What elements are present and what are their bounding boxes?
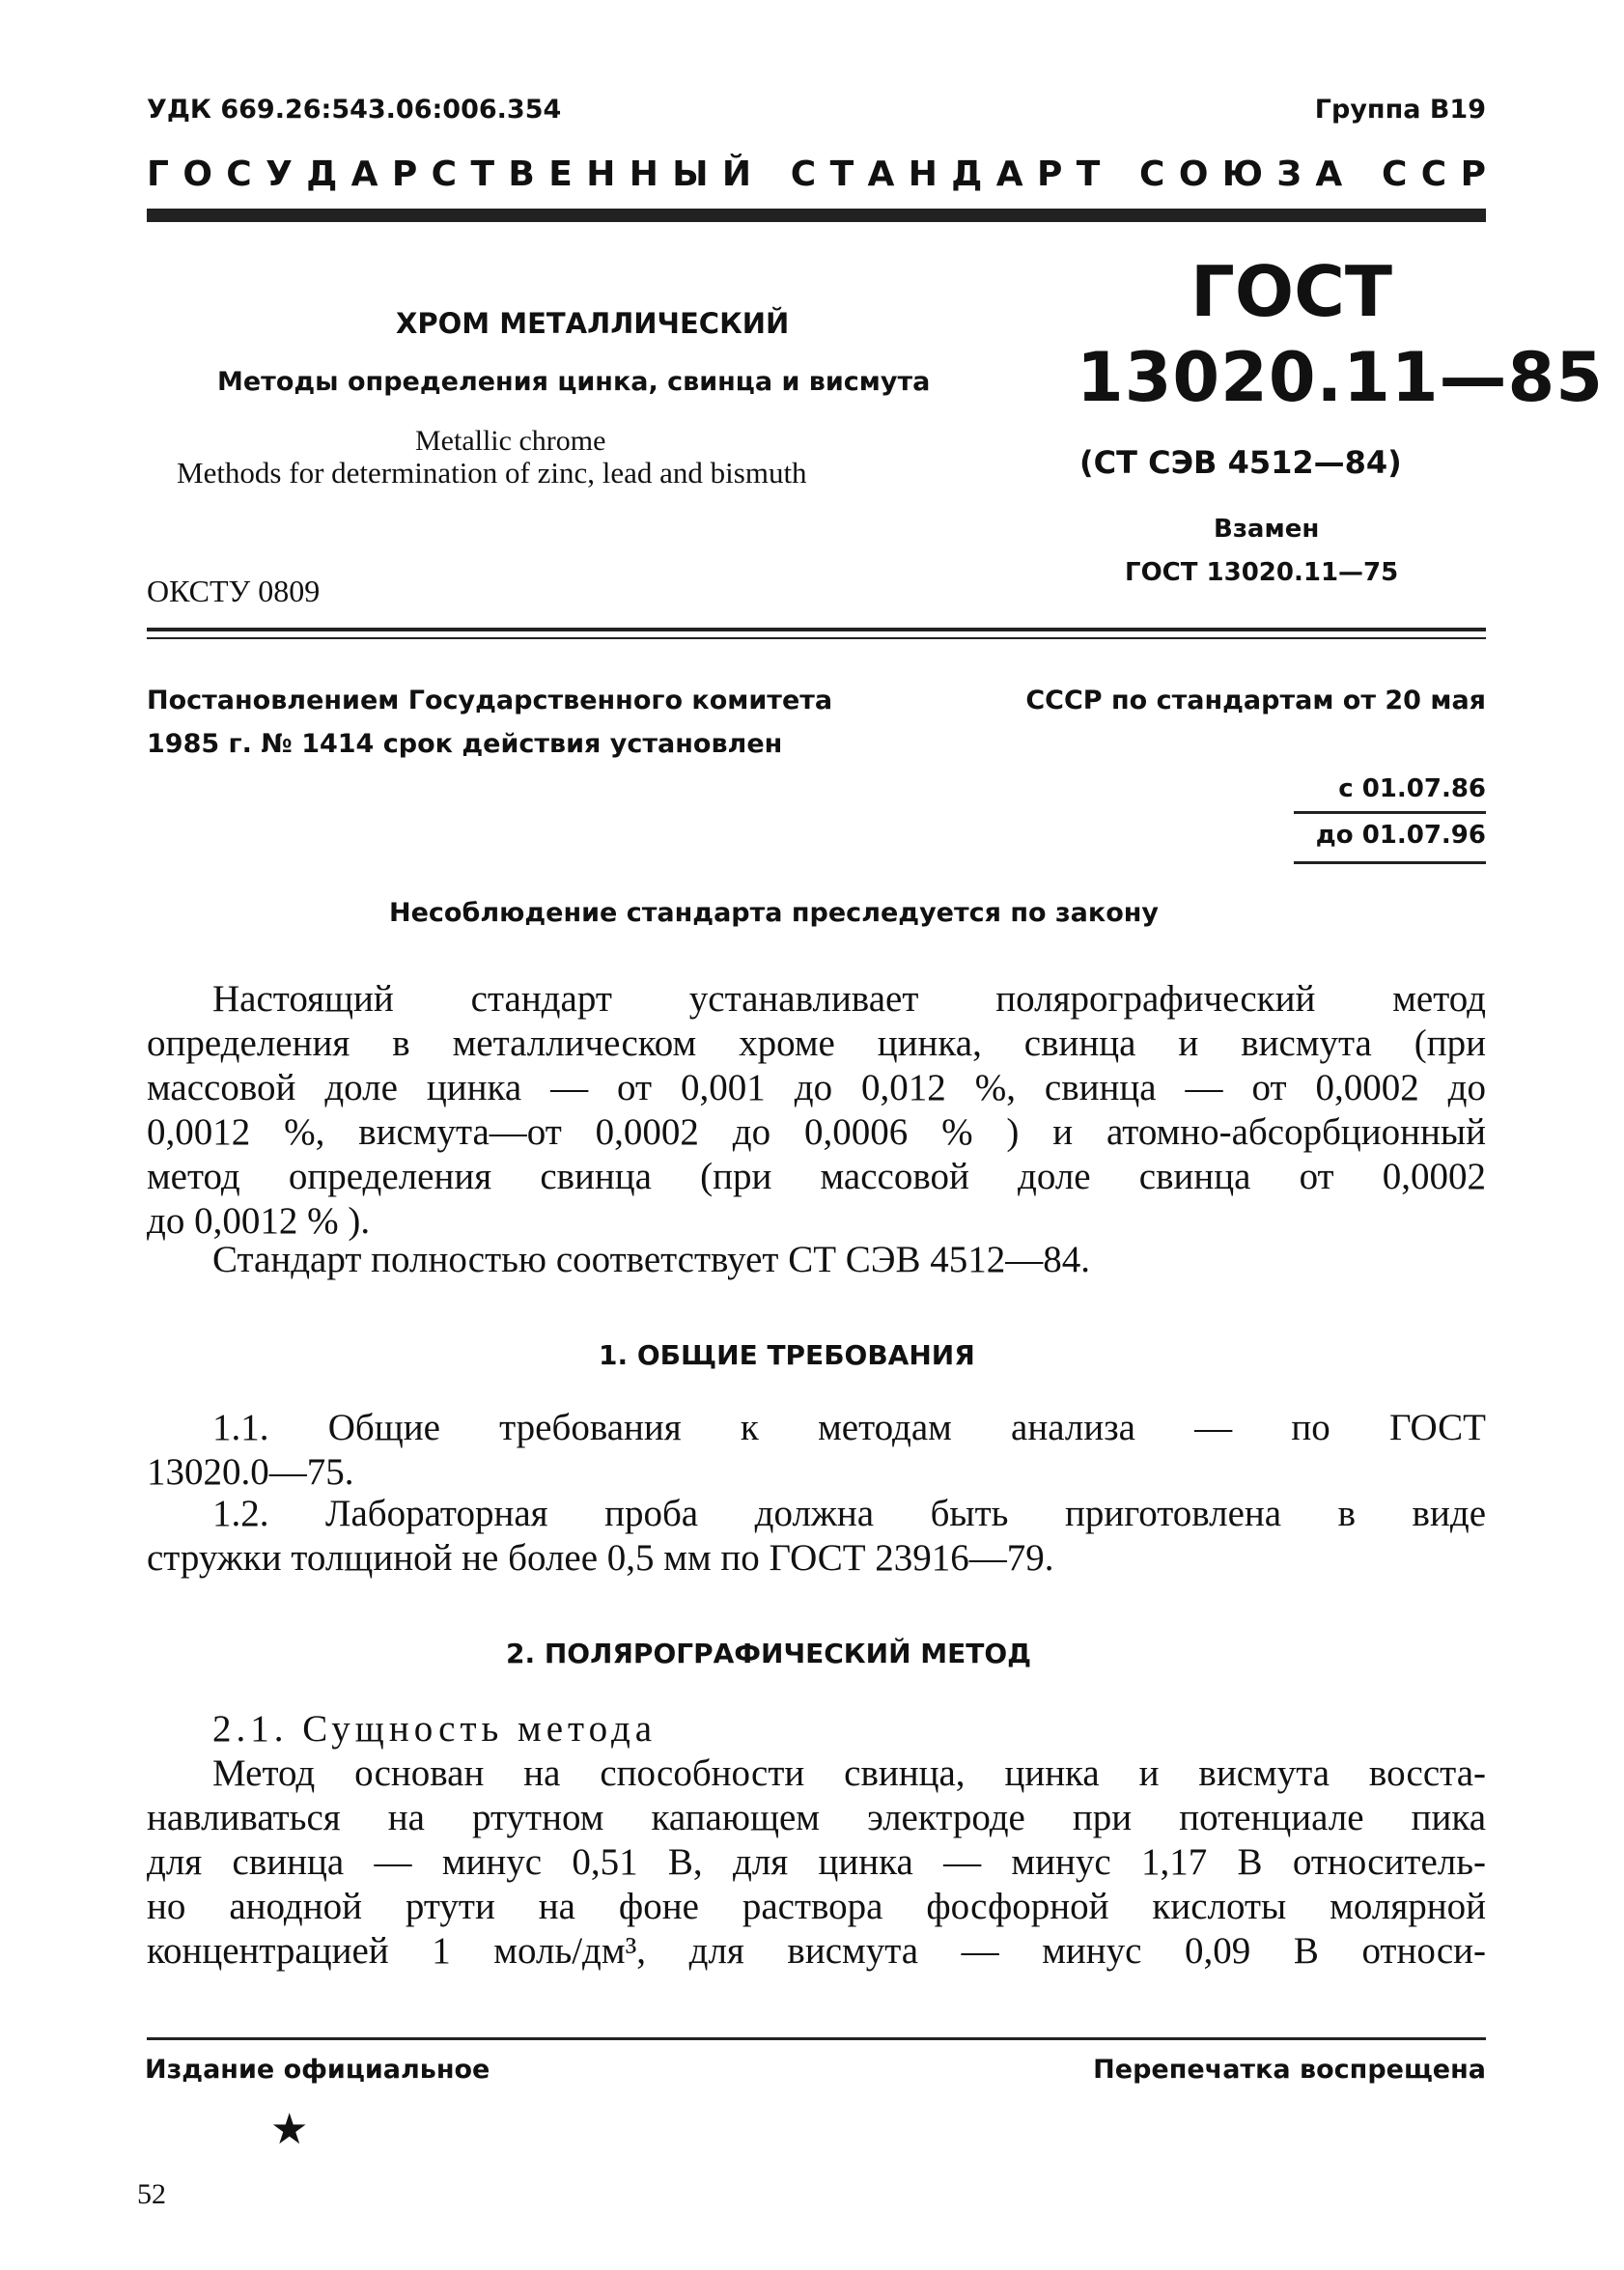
text-line: до 0,0012 % ). [147, 1200, 371, 1242]
text-line: 1.1. Общие требования к методам анализа — по ГОСТ [212, 1407, 1486, 1448]
state-standard-banner [147, 154, 1486, 194]
banner-word: С С Р [1382, 154, 1486, 194]
gost-label: ГОСТ [1190, 251, 1393, 332]
paragraph-1-2 [147, 1492, 1486, 1581]
title-en: Metallic chrome [415, 425, 606, 457]
law-notice: Несоблюдение стандарта преследуется по закону [389, 898, 1160, 928]
text-line: 0,0012 %, висмута—от 0,0002 до 0,0006 % ) и атомно-абсорбционный [147, 1111, 1486, 1153]
compliance-paragraph [147, 1238, 1486, 1282]
decree-line: 1985 г. № 1414 срок действия установлен [147, 729, 783, 759]
reprint-prohibited: Перепечатка воспрещена [1093, 2055, 1486, 2085]
banner-word: С О Ю З А [1139, 154, 1343, 194]
group-code: Группа В19 [1314, 95, 1486, 125]
text-line: Настоящий стандарт устанавливает полярографический метод [212, 978, 1486, 1020]
replace-label: Взамен [1214, 515, 1320, 544]
text-line: 13020.0—75. [147, 1451, 354, 1493]
page-number: 52 [137, 2178, 166, 2210]
replaced-gost: ГОСТ 13020.11—75 [1125, 558, 1399, 587]
text-line: определения в металлическом хроме цинка, свинца и висмута (при [147, 1023, 1486, 1064]
text-line: массовой доле цинка — от 0,001 до 0,012 %, свинца — от 0,0002 до [147, 1067, 1486, 1108]
decree-line [147, 686, 1486, 715]
decree-left: Постановлением Государственного комитета [147, 686, 833, 715]
text-line: 1.2. Лабораторная проба должна быть приготовлена в виде [212, 1493, 1486, 1534]
paragraph-2-1 [147, 1707, 1486, 1974]
text-line: концентрацией 1 моль/дм³, для висмута — минус 0,09 В относи- [147, 1930, 1486, 1972]
text-line: для свинца — минус 0,51 В, для цинка — минус 1,17 В относитель- [147, 1841, 1486, 1883]
official-edition: Издание официальное [145, 2055, 490, 2085]
cmea-designation: (СТ СЭВ 4512—84) [1079, 444, 1402, 481]
udk-code: УДК 669.26:543.06:006.354 [147, 95, 562, 125]
date-to: до 01.07.96 [1315, 821, 1486, 850]
decree-right: СССР по стандартам от 20 мая [1025, 686, 1486, 715]
text-line: но анодной ртути на фоне раствора фосфорной кислоты молярной [147, 1886, 1486, 1927]
paragraph-1-1 [147, 1406, 1486, 1495]
date-from: с 01.07.86 [1338, 774, 1486, 803]
text-line: навливаться на ртутном капающем электроде при потенциале пика [147, 1797, 1486, 1838]
intro-paragraph [147, 977, 1486, 1244]
header-divider [147, 209, 1486, 222]
gost-number: 13020.11—85 [1077, 338, 1604, 417]
okstu-code: ОКСТУ 0809 [147, 574, 321, 608]
divider [147, 628, 1486, 631]
subtitle-en: Methods for determination of zinc, lead and bismuth [177, 456, 807, 490]
banner-word: С Т А Н Д А Р Т [790, 154, 1101, 194]
text-line: метод определения свинца (при массовой доле свинца от 0,0002 [147, 1156, 1486, 1197]
divider [147, 637, 1486, 639]
banner-word: Г О С У Д А Р С Т В Е Н Н Ы Й [147, 154, 752, 194]
section-2-title: 2. ПОЛЯРОГРАФИЧЕСКИЙ МЕТОД [506, 1638, 1032, 1669]
title-ru: ХРОМ МЕТАЛЛИЧЕСКИЙ [396, 307, 790, 340]
subsection-heading: 2.1. Сущность метода [212, 1708, 658, 1750]
text-line: стружки толщиной не более 0,5 мм по ГОСТ 23916—79. [147, 1537, 1054, 1579]
date-underline [1294, 811, 1486, 814]
text-line: Метод основан на способности свинца, цинка и висмута восста- [212, 1752, 1486, 1794]
date-underline [1294, 861, 1486, 864]
subtitle-ru: Методы определения цинка, свинца и висмута [217, 367, 931, 397]
star-icon: ★ [270, 2105, 309, 2154]
text-line: Стандарт полностью соответствует СТ СЭВ 4512—84. [212, 1239, 1091, 1280]
section-1-title: 1. ОБЩИЕ ТРЕБОВАНИЯ [599, 1339, 975, 1371]
footer-divider [147, 2037, 1486, 2040]
